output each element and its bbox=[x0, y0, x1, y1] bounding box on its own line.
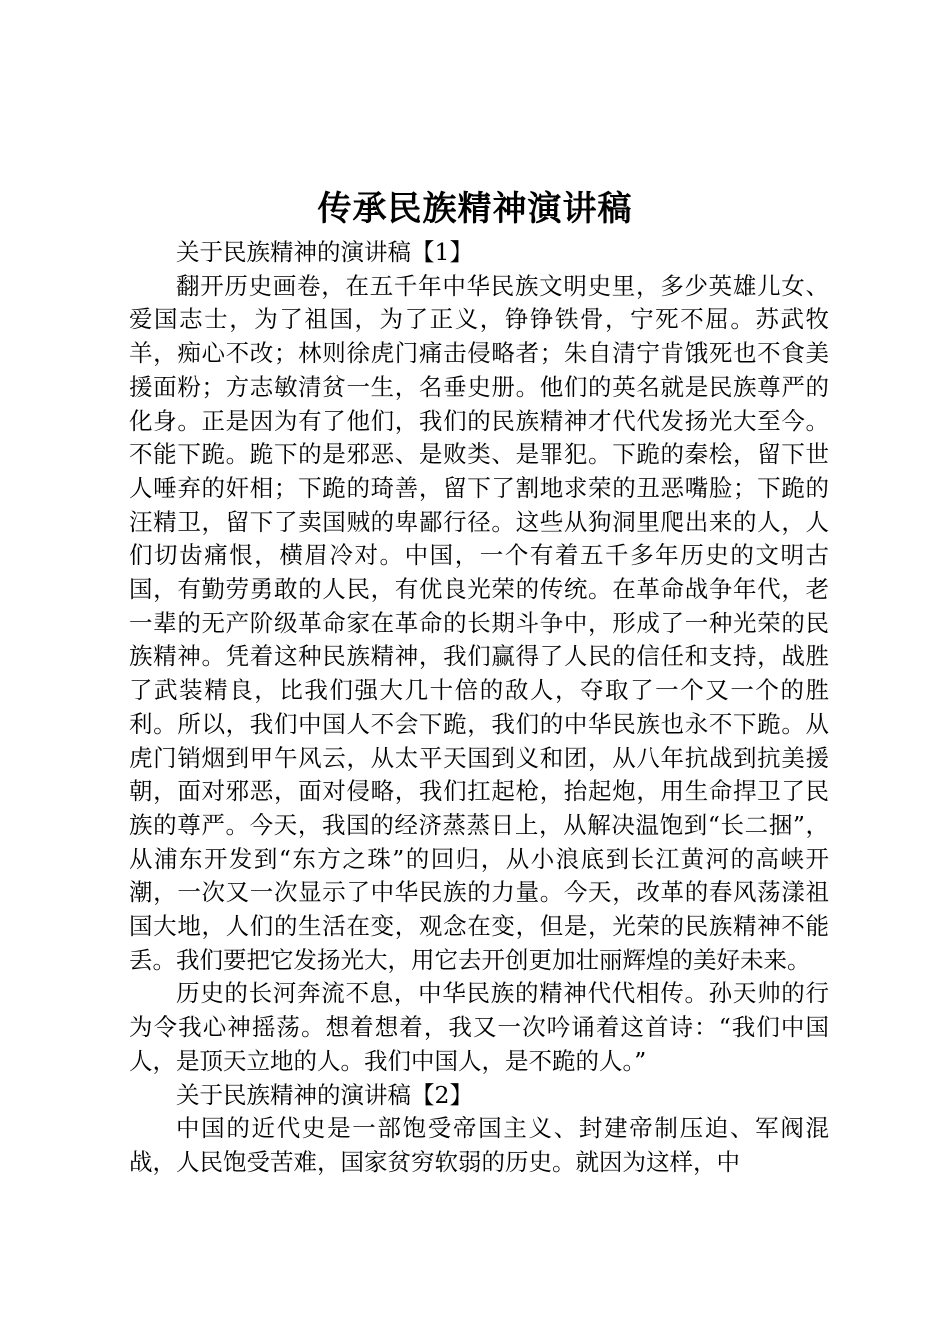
section-1-paragraph-1: 翻开历史画卷，在五千年中华民族文明史里，多少英雄儿女、爱国志士，为了祖国，为了正义，铮铮铁骨，宁死不屈。苏武牧羊，痴心不改；林则徐虎门痛击侵略者；朱自清宁肯饿死也不食美援面粉；方志敏清贫一生，名垂史册。他们的英名就是民族尊严的化身。正是因为有了他们，我们的民族精神才代代发扬光大至今。不能下跪。跪下的是邪恶、是败类、是罪犯。下跪的秦桧，留下世人唾弃的奸相；下跪的琦善，留下了割地求荣的丑恶嘴脸；下跪的汪精卫，留下了卖国贼的卑鄙行径。这些从狗洞里爬出来的人，人们切齿痛恨，横眉冷对。中国，一个有着五千多年历史的文明古国，有勤劳勇敢的人民，有优良光荣的传统。在革命战争年代，老一辈的无产阶级革命家在革命的长期斗争中，形成了一种光荣的民族精神。凭着这种民族精神，我们赢得了人民的信任和支持，战胜了武装精良，比我们强大几十倍的敌人，夺取了一个又一个的胜利。所以，我们中国人不会下跪，我们的中华民族也永不下跪。从虎门销烟到甲午风云，从太平天国到义和团，从八年抗战到抗美援朝，面对邪恶，面对侵略，我们扛起枪，抬起炮，用生命捍卫了民族的尊严。今天，我国的经济蒸蒸日上，从解决温饱到“长二捆”，从浦东开发到“东方之珠”的回归，从小浪底到长江黄河的高峡开潮，一次又一次显示了中华民族的力量。今天，改革的春风荡漾祖国大地，人们的生活在变，观念在变，但是，光荣的民族精神不能丢。我们要把它发扬光大，用它去开创更加壮丽辉煌的美好未来。 bbox=[129, 271, 829, 974]
section-2-heading: 关于民族精神的演讲稿【2】 bbox=[176, 1080, 473, 1109]
section-1-heading: 关于民族精神的演讲稿【1】 bbox=[176, 238, 473, 266]
document-title: 传承民族精神演讲稿 bbox=[317, 189, 633, 229]
section-1-paragraph-2: 历史的长河奔流不息，中华民族的精神代代相传。孙天帅的行为令我心神摇荡。想着想着，我又一次吟诵着这首诗：“我们中国人，是顶天立地的人。我们中国人，是不跪的人。” bbox=[129, 979, 829, 1075]
section-2-paragraph-1: 中国的近代史是一部饱受帝国主义、封建帝制压迫、军阀混战，人民饱受苦难，国家贫穷软弱的历史。就因为这样，中 bbox=[129, 1114, 829, 1176]
document-body bbox=[129, 236, 829, 1180]
